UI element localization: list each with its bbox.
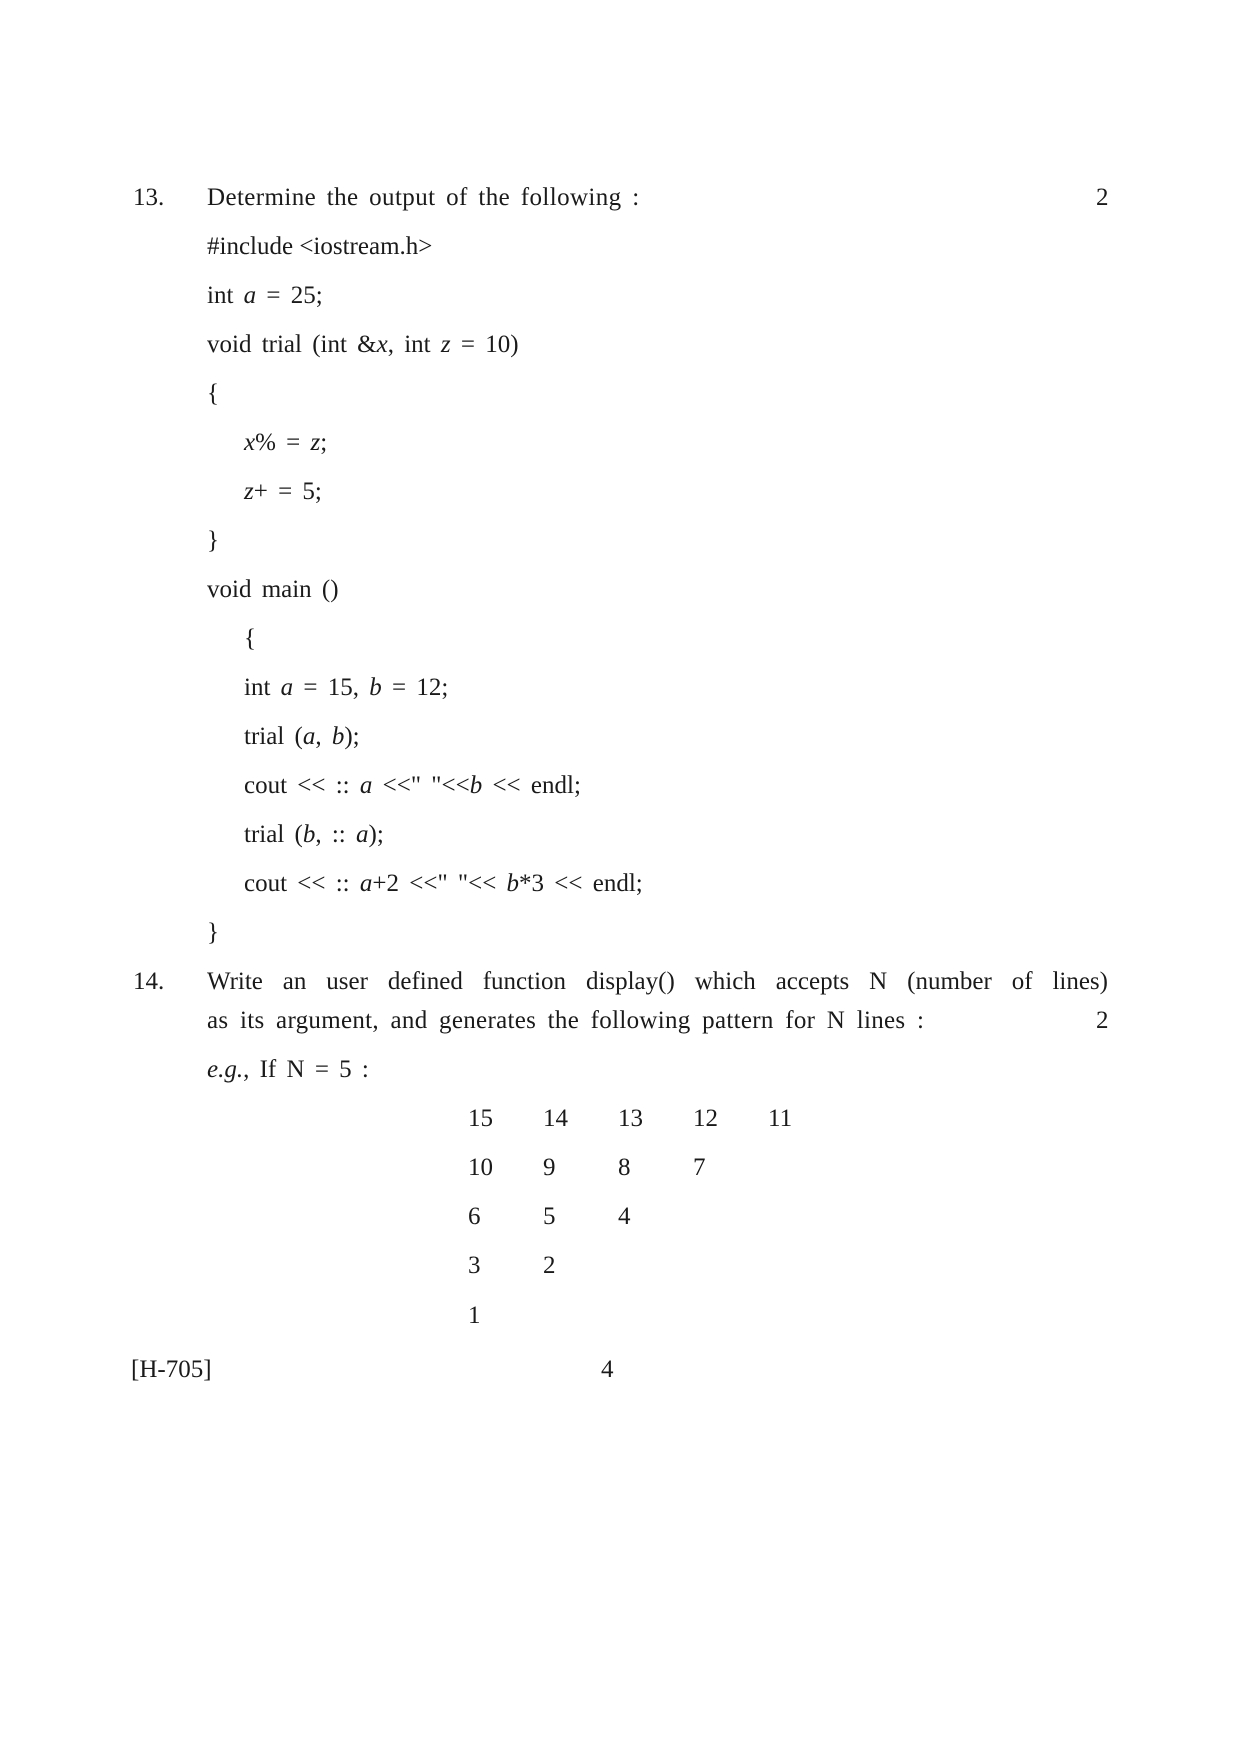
pattern-cell: 1 bbox=[468, 1302, 481, 1329]
code-line-5: x% = z; bbox=[244, 429, 328, 456]
pattern-cell: 9 bbox=[543, 1154, 556, 1181]
pattern-cell: 5 bbox=[543, 1203, 556, 1230]
code-line-10: int a = 15, b = 12; bbox=[244, 674, 449, 701]
code-line-7: } bbox=[207, 527, 219, 554]
pattern-cell: 3 bbox=[468, 1252, 481, 1279]
code-line-14: cout << :: a+2 <<" "<< b*3 << endl; bbox=[244, 870, 643, 897]
code-line-12: cout << :: a <<" "<<b << endl; bbox=[244, 772, 581, 799]
page-number: 4 bbox=[601, 1356, 614, 1383]
pattern-cell: 6 bbox=[468, 1203, 481, 1230]
question-13-prompt: Determine the output of the following : bbox=[207, 184, 640, 211]
code-line-8: void main () bbox=[207, 576, 339, 603]
pattern-cell: 13 bbox=[618, 1105, 643, 1132]
pattern-cell: 15 bbox=[468, 1105, 493, 1132]
pattern-cell: 10 bbox=[468, 1154, 493, 1181]
question-13-number: 13. bbox=[133, 184, 165, 211]
question-14-number: 14. bbox=[133, 968, 165, 995]
code-line-4: { bbox=[207, 380, 219, 407]
pattern-cell: 2 bbox=[543, 1252, 556, 1279]
code-line-9: { bbox=[244, 625, 256, 652]
question-14-example bbox=[207, 1055, 369, 1085]
question-13-marks: 2 bbox=[1096, 184, 1109, 211]
code-line-6: z+ = 5; bbox=[244, 478, 322, 505]
code-line-2: int a = 25; bbox=[207, 282, 323, 309]
pattern-cell: 11 bbox=[768, 1105, 793, 1132]
code-line-11: trial (a, b); bbox=[244, 723, 360, 750]
question-14-text-line-2: as its argument, and generates the following pattern for N lines : bbox=[207, 1007, 925, 1034]
question-14-text-line-1: Write an user defined function display() which accepts N (number of lines) bbox=[207, 968, 1108, 995]
example-condition: , If N = 5 : bbox=[243, 1056, 369, 1083]
code-line-13: trial (b, :: a); bbox=[244, 821, 384, 848]
code-line-1: #include <iostream.h> bbox=[207, 233, 433, 260]
paper-code: [H-705] bbox=[131, 1356, 212, 1383]
pattern-cell: 12 bbox=[693, 1105, 718, 1132]
code-line-15: } bbox=[207, 919, 219, 946]
example-eg: e.g. bbox=[207, 1056, 244, 1083]
pattern-cell: 14 bbox=[543, 1105, 568, 1132]
code-line-3: void trial (int &x, int z = 10) bbox=[207, 331, 519, 358]
question-14-marks: 2 bbox=[1096, 1007, 1109, 1034]
pattern-cell: 4 bbox=[618, 1203, 631, 1230]
pattern-cell: 8 bbox=[618, 1154, 631, 1181]
pattern-cell: 7 bbox=[693, 1154, 706, 1181]
